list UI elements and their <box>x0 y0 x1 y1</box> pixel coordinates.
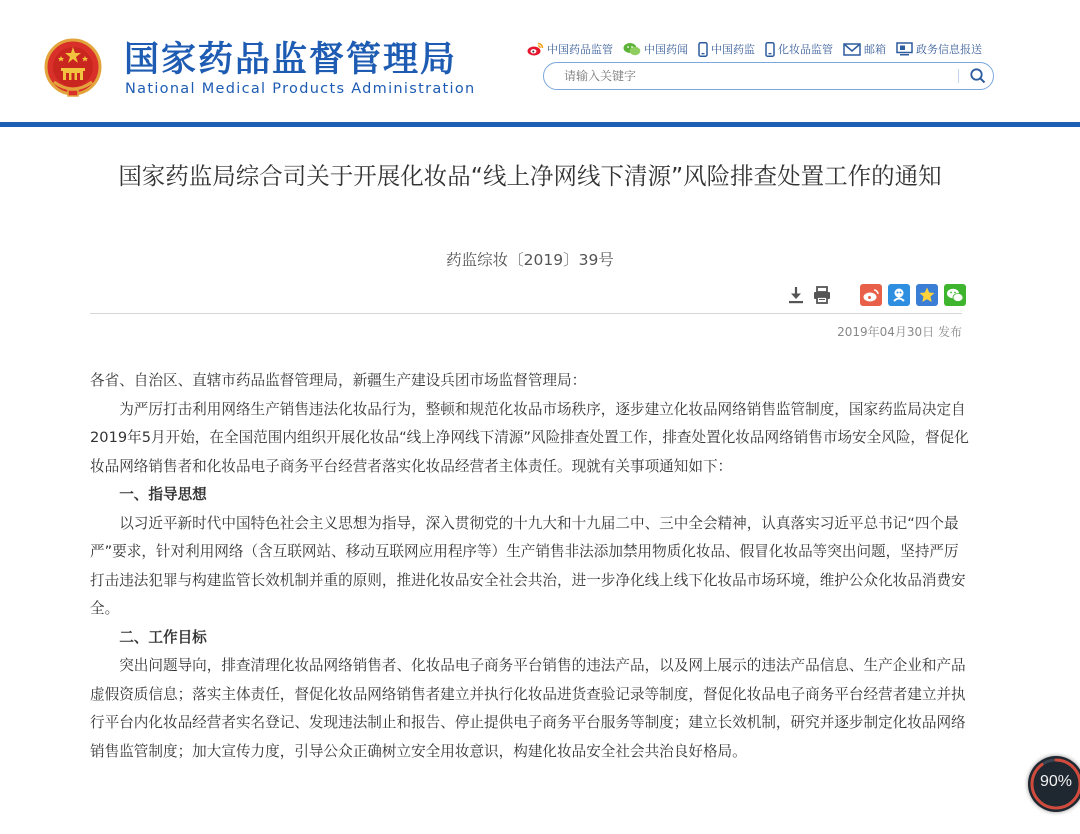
salutation: 各省、自治区、直辖市药品监督管理局，新疆生产建设兵团市场监督管理局： <box>90 372 587 389</box>
favorite-share-icon <box>918 286 936 304</box>
article-title: 国家药监局综合司关于开展化妆品“线上净网线下清源”风险排查处置工作的通知 <box>118 162 942 190</box>
site-header <box>0 0 1080 122</box>
intro-paragraph: 为严厉打击利用网络生产销售违法化妆品行为，整顿和规范化妆品市场秩序，逐步建立化妆品网络销售监管制度，国家药监局决定自2019年5月开始，在全国范围内组织开展化妆品“线上净网线下清源”风险排查处置工作，排查处置化妆品网络销售市场安全风险，督促化妆品网络销售者和化妆品电子商务平台经营者落实化妆品经营者主体责任。现就有关事项通知如下： <box>90 400 969 475</box>
section-heading: 一、指导思想 <box>119 486 207 503</box>
search-divider <box>958 69 959 83</box>
search-icon[interactable] <box>968 66 988 86</box>
article-body <box>90 367 970 766</box>
top-link-label: 化妆品监管 <box>778 43 833 56</box>
top-link-weibo[interactable] <box>527 41 613 57</box>
article-tools <box>786 283 966 307</box>
search-box <box>543 62 994 90</box>
site-title-en[interactable]: National Medical Products Administration <box>125 81 476 97</box>
mail-icon <box>843 43 861 56</box>
top-link-mobile-cosmetics[interactable] <box>765 41 833 57</box>
top-link-news[interactable] <box>623 41 688 57</box>
download-icon[interactable] <box>786 285 806 305</box>
weibo-share-icon <box>862 287 880 303</box>
top-link-label: 政务信息报送 <box>916 43 982 56</box>
top-link-label: 邮箱 <box>864 43 886 56</box>
mobile-icon <box>765 42 775 57</box>
top-link-label: 中国药品监管 <box>547 43 613 56</box>
document-number: 药监综妆〔2019〕39号 <box>446 251 614 269</box>
article-divider <box>90 313 962 314</box>
share-weibo-button[interactable] <box>860 284 882 306</box>
top-link-gov-info[interactable] <box>896 41 982 57</box>
qzone-share-icon <box>890 286 908 304</box>
top-link-mail[interactable] <box>843 41 886 57</box>
header-accent-bar <box>0 122 1080 127</box>
print-icon[interactable] <box>812 285 832 305</box>
monitor-icon <box>896 42 913 56</box>
share-favorite-button[interactable] <box>916 284 938 306</box>
section-heading: 二、工作目标 <box>119 628 207 646</box>
top-link-mobile-nmpa[interactable] <box>698 41 755 57</box>
site-title-cn[interactable]: 国家药品监督管理局 <box>124 40 458 80</box>
publish-date: 2019年04月30日 发布 <box>837 325 962 339</box>
top-link-label: 中国药闻 <box>644 43 688 56</box>
reading-progress-badge[interactable] <box>1028 756 1080 812</box>
section-paragraph: 突出问题导向，排查清理化妆品网络销售者、化妆品电子商务平台销售的违法产品，以及网上展示的违法产品信息、生产企业和产品虚假资质信息；落实主体责任，督促化妆品网络销售者建立并执行化妆品进货查验记录等制度，督促化妆品电子商务平台经营者建立并执行平台内化妆品经营者实名登记、发现违法制止和报告、停止提供电子商务平台服务等制度；建立长效机制，研究并逐步制定化妆品网络销售监管制度；加大宣传力度，引导公众正确树立安全用妆意识，构建化妆品安全社会共治良好格局。 <box>90 657 966 760</box>
share-qzone-button[interactable] <box>888 284 910 306</box>
top-links-bar <box>527 39 992 59</box>
top-link-label: 中国药监 <box>711 43 755 56</box>
mobile-icon <box>698 42 708 57</box>
wechat-icon <box>623 42 641 56</box>
wechat-share-icon <box>946 287 964 303</box>
share-wechat-button[interactable] <box>944 284 966 306</box>
reading-progress-value: 90% <box>1039 773 1073 790</box>
search-input[interactable] <box>564 67 954 85</box>
national-emblem-icon[interactable] <box>44 38 102 98</box>
section-paragraph: 以习近平新时代中国特色社会主义思想为指导，深入贯彻党的十九大和十九届二中、三中全会精神，认真落实习近平总书记“四个最严”要求，针对利用网络（含互联网站、移动互联网应用程序等）生产销售非法添加禁用物质化妆品、假冒化妆品等突出问题，坚持严厉打击违法犯罪与构建监管长效机制并重的原则，推进化妆品安全社会共治，进一步净化线上线下化妆品市场环境，维护公众化妆品消费安全。 <box>90 514 966 617</box>
weibo-icon <box>527 42 544 56</box>
